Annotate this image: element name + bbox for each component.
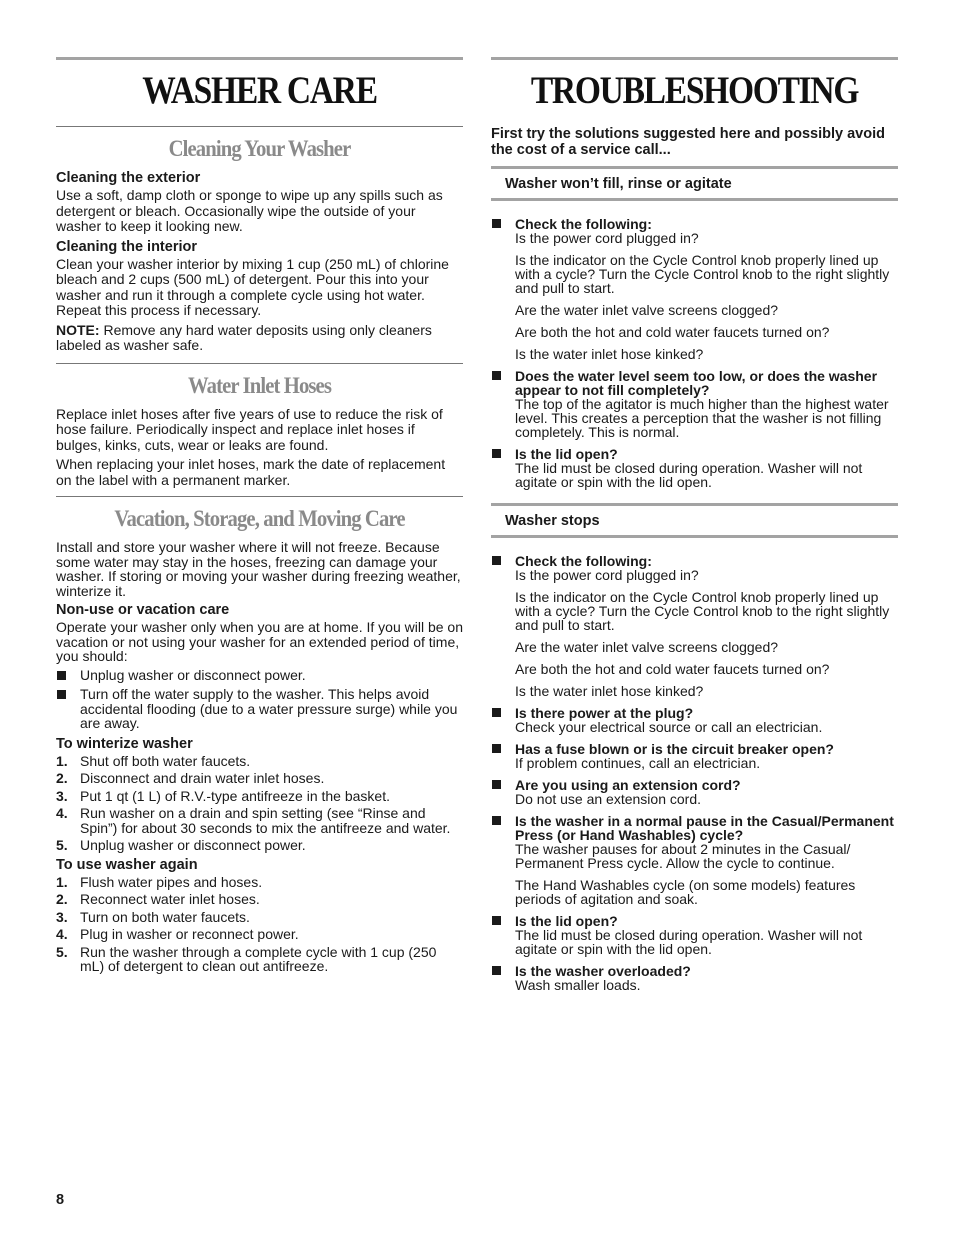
question: Is the lid open? — [515, 446, 618, 462]
question: Is the washer overloaded? — [515, 963, 691, 979]
answer-extra: Is the water inlet hose kinked? — [515, 346, 704, 362]
answer: The top of the agitator is much higher than the highest water level. This creates a perception that the washer is not filling completely. This is normal. — [515, 396, 889, 440]
list-item-text: Shut off both water faucets. — [80, 752, 251, 769]
list-item-text: Flush water pipes and hoses. — [80, 873, 263, 890]
list-item — [56, 892, 463, 907]
list-item — [491, 706, 898, 734]
step-number: 4. — [56, 926, 68, 942]
bullet-icon — [492, 219, 501, 228]
answer-extra: Are both the hot and cold water faucets turned on? — [515, 661, 830, 677]
list-item — [56, 789, 463, 804]
answer-extra: The Hand Washables cycle (on some models) features periods of agitation and soak. — [515, 877, 856, 907]
list-item-text: Unplug washer or disconnect power. — [80, 666, 306, 683]
list-item-text: Plug in washer or reconnect power. — [80, 926, 299, 942]
list-item — [491, 778, 898, 806]
section-divider — [56, 126, 463, 127]
note-text: Remove any hard water deposits using only cleaners labeled as washer safe. — [56, 321, 432, 353]
answer-extra: Are the water inlet valve screens clogged? — [515, 639, 779, 655]
section-heading-washer-stops: Washer stops — [491, 503, 898, 538]
bullet-icon — [492, 449, 501, 458]
bullet-icon — [492, 816, 501, 825]
washer-care-title: WASHER CARE — [142, 69, 377, 112]
hoses-section-title: Water Inlet Hoses — [187, 372, 332, 398]
bullet-icon — [492, 556, 501, 565]
list-item — [56, 754, 463, 769]
hoses-paragraph-2: When replacing your inlet hoses, mark the date of replacement on the label with a permanent marker. — [56, 456, 446, 488]
list-item — [491, 369, 898, 439]
cleaning-section-title: Cleaning Your Washer — [168, 136, 351, 161]
troubleshooting-title: TROUBLESHOOTING — [530, 69, 859, 112]
bullet-icon — [57, 690, 66, 699]
list-item — [56, 687, 463, 731]
list-item — [491, 742, 898, 770]
bullet-icon — [57, 671, 66, 680]
exterior-heading: Cleaning the exterior — [56, 170, 201, 186]
question: Is the washer in a normal pause in the Casual/Permanent Press (or Hand Washables) cycle? — [515, 813, 894, 843]
note-label: NOTE: — [56, 321, 100, 338]
list-item-text: Run the washer through a complete cycle with 1 cup (250 mL) of detergent to clean out antifreeze. — [80, 943, 437, 974]
answer-extra: Is the indicator on the Cycle Control knob properly lined up with a cycle? Turn the Cycle Control knob to the right slightly and pull to start. — [515, 589, 890, 633]
section-divider — [56, 496, 463, 497]
question: Is the lid open? — [515, 913, 618, 929]
list-item — [56, 668, 463, 683]
bullet-icon — [492, 916, 501, 925]
step-number: 1. — [56, 752, 68, 769]
hoses-paragraph-1: Replace inlet hoses after five years of use to reduce the risk of hose failure. Periodically inspect and replace inlet hoses if bulges, kinks, cuts, wear or leaks are found. — [56, 405, 443, 453]
list-item — [56, 910, 463, 925]
winterize-heading: To winterize washer — [56, 735, 193, 752]
list-item — [56, 771, 463, 786]
interior-heading: Cleaning the interior — [56, 238, 197, 255]
bullet-icon — [492, 371, 501, 380]
list-item — [491, 447, 898, 489]
list-item-text: Put 1 qt (1 L) of R.V.-type antifreeze in the basket. — [80, 787, 390, 804]
section-heading-wont-fill: Washer won’t fill, rinse or agitate — [491, 166, 898, 201]
answer: Is the power cord plugged in? — [515, 230, 699, 246]
list-item — [491, 964, 898, 992]
washer-stops-list — [491, 554, 898, 992]
note-paragraph — [56, 323, 463, 354]
nonuse-text: Operate your washer only when you are at home. If you will be on vacation or not using your washer for an extended period of time, you should: — [56, 619, 463, 664]
answer: Do not use an extension cord. — [515, 791, 702, 807]
step-number: 5. — [56, 943, 68, 960]
answer-extra: Is the indicator on the Cycle Control knob properly lined up with a cycle? Turn the Cycle Control knob to the right slightly and pull to start. — [515, 252, 890, 296]
list-item-text: Disconnect and drain water inlet hoses. — [80, 770, 325, 786]
page-number: 8 — [56, 1192, 65, 1208]
step-number: 3. — [56, 908, 68, 925]
bullet-icon — [492, 966, 501, 975]
title-rule — [491, 57, 898, 60]
list-item — [56, 806, 463, 835]
step-number: 3. — [56, 787, 68, 804]
list-item — [56, 945, 463, 974]
answer-extra: Are both the hot and cold water faucets turned on? — [515, 324, 830, 340]
answer: If problem continues, call an electrician. — [515, 755, 761, 771]
answer: Is the power cord plugged in? — [515, 567, 699, 583]
list-item-text: Reconnect water inlet hoses. — [80, 891, 260, 907]
winterize-steps — [56, 754, 463, 853]
list-item — [491, 814, 898, 906]
list-item — [56, 927, 463, 942]
troubleshooting-intro: First try the solutions suggested here and possibly avoid the cost of a service call... — [491, 126, 885, 158]
list-item — [56, 875, 463, 890]
question: Has a fuse blown or is the circuit breaker open? — [515, 741, 834, 757]
bullet-icon — [492, 780, 501, 789]
step-number: 5. — [56, 837, 68, 853]
list-item — [56, 838, 463, 853]
question: Is there power at the plug? — [515, 705, 694, 721]
question: Are you using an extension cord? — [515, 777, 741, 793]
use-again-heading: To use washer again — [56, 856, 198, 873]
nonuse-list — [56, 668, 463, 731]
exterior-text: Use a soft, damp cloth or sponge to wipe up any spills such as detergent or bleach. Occasionally wipe the outside of your washer to keep it looking new. — [56, 187, 443, 234]
question: Check the following: — [515, 553, 652, 569]
section-divider — [56, 363, 463, 364]
vacation-section-title: Vacation, Storage, and Moving Care — [114, 506, 405, 531]
vacation-intro: Install and store your washer where it will not freeze. Because some water may stay in the hoses, freezing can damage your washer. If storing or moving your washer during freezing weather, winterize it. — [56, 539, 461, 599]
list-item — [491, 914, 898, 956]
use-again-steps — [56, 875, 463, 974]
wont-fill-list — [491, 217, 898, 489]
answer-extra: Are the water inlet valve screens clogged? — [515, 302, 779, 318]
answer: Check your electrical source or call an electrician. — [515, 719, 823, 735]
bullet-icon — [492, 744, 501, 753]
answer: Wash smaller loads. — [515, 977, 641, 993]
step-number: 4. — [56, 805, 68, 821]
answer: The lid must be closed during operation. Washer will not agitate or spin with the lid open. — [515, 927, 863, 957]
list-item — [491, 554, 898, 698]
answer: The washer pauses for about 2 minutes in the Casual/ Permanent Press cycle. Allow the cycle to continue. — [515, 841, 851, 871]
answer-extra: Is the water inlet hose kinked? — [515, 683, 704, 699]
step-number: 2. — [56, 770, 68, 786]
washer-care-column — [56, 57, 463, 977]
step-number: 2. — [56, 891, 68, 907]
list-item-text: Run washer on a drain and spin setting (see “Rinse and Spin”) for about 30 seconds to mix the antifreeze and water. — [80, 805, 451, 836]
question: Does the water level seem too low, or does the washer appear to not fill completely? — [515, 368, 878, 398]
list-item-text: Turn off the water supply to the washer. This helps avoid accidental flooding (due to a water pressure surge) while you are away. — [80, 686, 458, 731]
title-rule — [56, 57, 463, 60]
step-number: 1. — [56, 873, 68, 890]
list-item — [491, 217, 898, 361]
nonuse-heading: Non-use or vacation care — [56, 602, 230, 618]
troubleshooting-column — [491, 57, 898, 1000]
list-item-text: Unplug washer or disconnect power. — [80, 837, 306, 853]
answer: The lid must be closed during operation. Washer will not agitate or spin with the lid open. — [515, 460, 863, 490]
bullet-icon — [492, 708, 501, 717]
question: Check the following: — [515, 216, 652, 232]
list-item-text: Turn on both water faucets. — [80, 908, 250, 925]
interior-text: Clean your washer interior by mixing 1 cup (250 mL) of chlorine bleach and 2 cups (500 mL) of detergent. Pour this into your washer and run it through a complete cycle using hot water. Repeat this process if necessary. — [56, 255, 449, 318]
